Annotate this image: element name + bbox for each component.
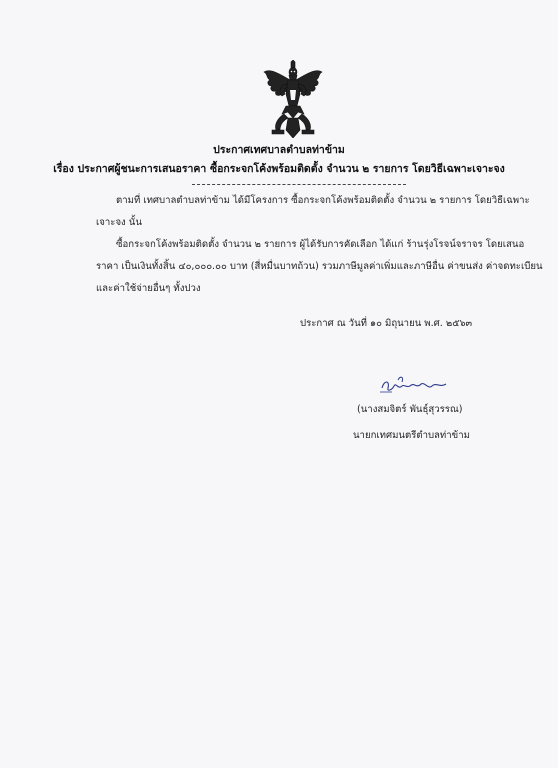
signatory-name: (นางสมจิตร์ พันธุ์สุวรรณ): [357, 404, 463, 415]
garuda-emblem-icon: [262, 60, 324, 138]
paragraph-1: [96, 190, 530, 234]
paragraph-2-line-1: ซื้อกระจกโค้งพร้อมติดตั้ง จำนวน ๒ รายการ ผู้ได้รับการคัดเลือก ได้แก่ ร้านรุ่งโรจน์จราจร โดยเสนอ: [116, 239, 525, 250]
separator-line: [192, 184, 406, 185]
announcement-subject: เรื่อง ประกาศผู้ชนะการเสนอราคา ซื้อกระจกโค้งพร้อมติดตั้ง จำนวน ๒ รายการ โดยวิธีเฉพาะเจาะจง: [53, 163, 505, 175]
paragraph-1-line-2: เจาะจง นั้น: [96, 217, 142, 228]
announcement-title: ประกาศเทศบาลตำบลท่าข้าม: [213, 144, 345, 156]
handwritten-signature: [376, 374, 456, 396]
announcement-date: ประกาศ ณ วันที่ ๑๐ มิถุนายน พ.ศ. ๒๕๖๓: [300, 318, 473, 329]
paragraph-2-line-2: ราคา เป็นเงินทั้งสิ้น ๔๐,๐๐๐.๐๐ บาท (สี่หมื่นบาทถ้วน) รวมภาษีมูลค่าเพิ่มและภาษีอื่น ค่าขนส่ง ค่าจดทะเบียน: [96, 261, 543, 272]
paragraph-2: [96, 234, 543, 300]
paragraph-1-line-1: ตามที่ เทศบาลตำบลท่าข้าม ได้มีโครงการ ซื้อกระจกโค้งพร้อมติดตั้ง จำนวน ๒ รายการ โดยวิธีเฉพาะ: [116, 195, 530, 206]
paragraph-2-line-3: และค่าใช้จ่ายอื่นๆ ทั้งปวง: [96, 283, 201, 294]
signatory-position: นายกเทศมนตรีตำบลท่าข้าม: [353, 430, 470, 441]
